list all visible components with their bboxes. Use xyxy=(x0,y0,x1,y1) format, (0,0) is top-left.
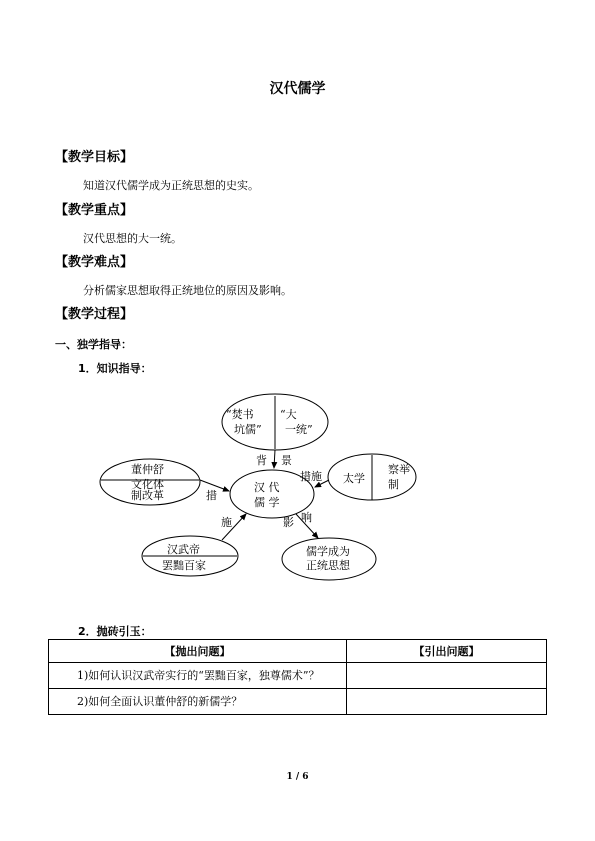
table-cell[interactable] xyxy=(347,689,547,715)
edge-measures-right: 措施 xyxy=(300,470,322,483)
right-text-1: 太学 xyxy=(343,472,365,485)
question-table xyxy=(48,639,547,715)
page-title: 汉代儒学 xyxy=(269,81,326,97)
edge-background-1: 背 xyxy=(256,454,267,467)
table-cell: 2)如何全面认识董仲舒的新儒学？ xyxy=(49,689,347,715)
right-text-3: 制 xyxy=(388,478,399,491)
edge-measures-left: 措 xyxy=(206,489,217,502)
difficulty-text: 分析儒家思想取得正统地位的原因及影响。 xyxy=(83,284,292,297)
right-text-2: 察举 xyxy=(388,463,410,476)
table-header-row xyxy=(49,640,547,663)
left-text-1: 董仲舒 xyxy=(131,463,164,476)
table-header: 【引出问题】 xyxy=(347,640,547,663)
page-number: 1 / 6 xyxy=(286,772,309,782)
center-text-1: 汉 代 xyxy=(254,481,280,494)
focus-text: 汉代思想的大一统。 xyxy=(83,232,182,245)
objective-heading: 【教学目标】 xyxy=(55,150,134,165)
bottom-right-text-2: 正统思想 xyxy=(306,559,350,572)
edge-influence-2: 响 xyxy=(301,511,312,524)
top-text-4: 一统” xyxy=(285,423,313,436)
part1-heading: 一、独学指导： xyxy=(55,338,132,351)
focus-heading: 【教学重点】 xyxy=(55,203,134,218)
top-text-2: “大 xyxy=(280,408,297,421)
table-row xyxy=(49,689,547,715)
item2-heading: 2．抛砖引玉： xyxy=(78,625,152,638)
bottom-left-text-2: 罢黜百家 xyxy=(162,559,206,572)
center-text-2: 儒 学 xyxy=(254,496,280,509)
left-text-3: 制改革 xyxy=(131,489,164,502)
table-cell: 1)如何认识汉武帝实行的“罢黜百家，独尊儒术”？ xyxy=(49,663,347,689)
bottom-right-text-1: 儒学成为 xyxy=(306,545,350,558)
top-text-3: 坑儒” xyxy=(234,423,262,436)
bottom-left-text-1: 汉武帝 xyxy=(167,543,200,556)
difficulty-heading: 【教学难点】 xyxy=(55,255,134,270)
edge-shi: 施 xyxy=(221,516,232,529)
table-row xyxy=(49,663,547,689)
left-text-2: 文化体 xyxy=(131,478,164,491)
table-header: 【抛出问题】 xyxy=(49,640,347,663)
process-heading: 【教学过程】 xyxy=(55,307,134,322)
item1-heading: 1．知识指导： xyxy=(78,362,152,375)
objective-text: 知道汉代儒学成为正统思想的史实。 xyxy=(83,179,259,192)
arrow-background xyxy=(274,450,275,468)
edge-background-2: 景 xyxy=(281,454,292,467)
top-text-1: “焚书 xyxy=(226,408,254,421)
edge-influence-1: 影 xyxy=(283,516,294,529)
table-cell[interactable] xyxy=(347,663,547,689)
